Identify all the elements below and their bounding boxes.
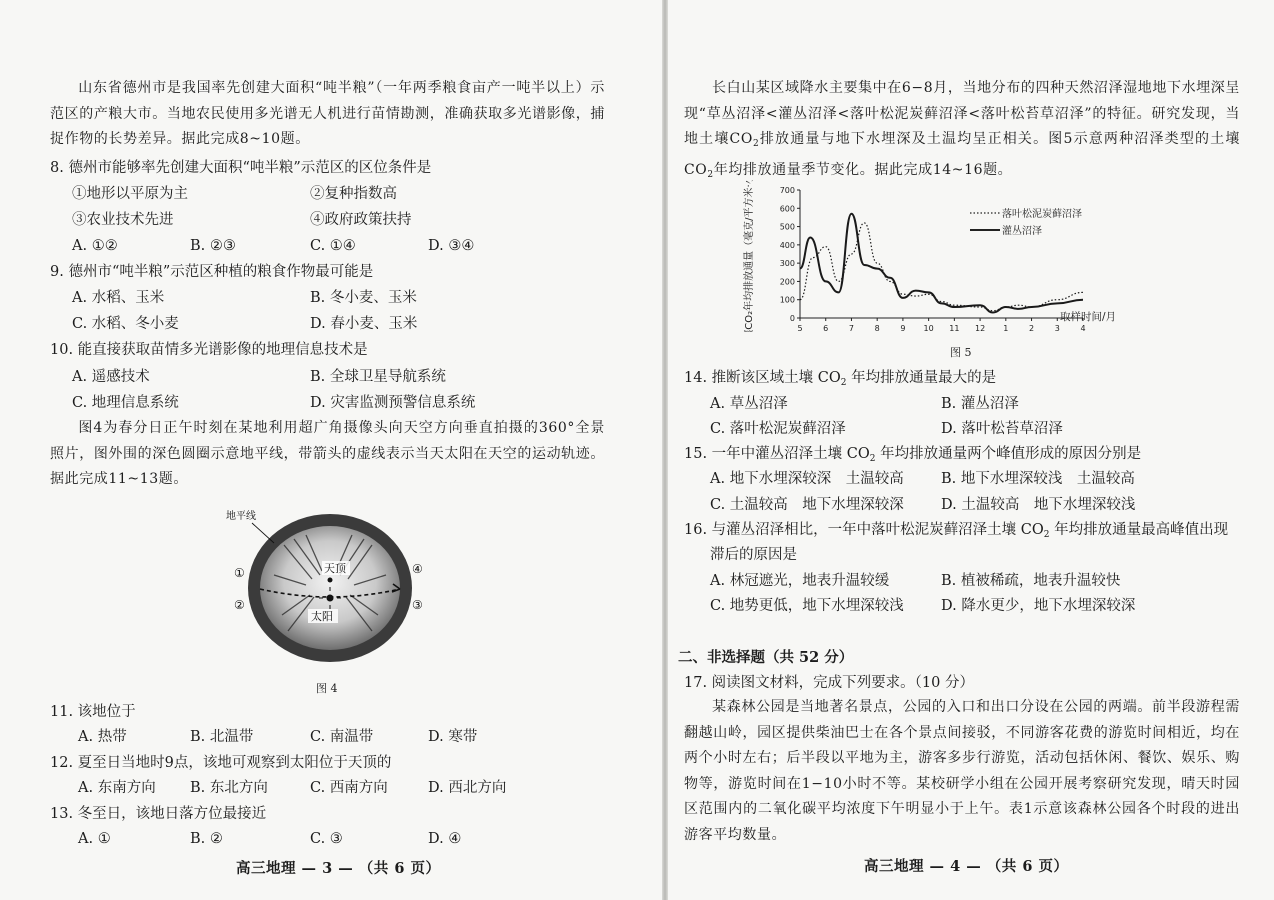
- q11-option-d[interactable]: D. 寒带: [428, 729, 478, 745]
- intro-text: 山东省德州市是我国率先创建大面积“吨半粮”（一年两季粮食亩产一吨半以上）示范区的产粮大市。当地农民使用多光谱无人机进行苗情勘测，准确获取多光谱影像，捕捉作物的长势差异。据此完成8~10题。: [50, 80, 605, 147]
- q8-item-4: ④政府政策扶持: [310, 212, 412, 228]
- question-17: 17. 阅读图文材料，完成下列要求。（10 分）: [684, 675, 974, 691]
- y-tick-label: 300: [779, 259, 795, 269]
- y-axis-label-text: 土壤CO₂年均排放通量（毫克/平方米·小时）: [744, 180, 755, 332]
- question-10: 10. 能直接获取苗情多光谱影像的地理信息技术是: [50, 342, 368, 358]
- q8-option-a[interactable]: A. ①②: [72, 238, 118, 254]
- intro-text-part-2: 排放通量与地下水埋深及土温均呈正相关。图5示意两种沼泽类型的土壤CO: [684, 131, 1240, 178]
- q14-option-c[interactable]: C. 落叶松泥炭藓沼泽: [710, 421, 846, 437]
- intro-questions-14-16: [684, 76, 1240, 188]
- x-axis-label: 取样时间/月: [1060, 311, 1117, 323]
- q15-stem-b: 年均排放通量两个峰值形成的原因分别是: [875, 446, 1142, 462]
- figure-5-svg: [738, 180, 1128, 332]
- q15-option-d[interactable]: D. 土温较高 地下水埋深较浅: [941, 497, 1136, 513]
- y-tick-label: 700: [779, 186, 795, 195]
- y-tick-label: 500: [779, 222, 795, 232]
- q10-option-d[interactable]: D. 灾害监测预警信息系统: [310, 395, 476, 411]
- q17-material-text: 某森林公园是当地著名景点，公园的入口和出口分设在公园的两端。前半段游程需翻越山岭，园区提供柴油巴士在各个景点间接驳，不同游客花费的游览时间相近，均在两个小时左右；后半段以平地为主，游客多步行游览，活动包括休闲、餐饮、娱乐、购物等，游览时间在1−10小时不等。某校研学小组在公园开展考察研究发现，晴天时园区范围内的二氧化碳平均浓度下午明显小于上午。表1示意该森林公园各个时段的进出游客平均数量。: [684, 699, 1240, 843]
- x-tick-label: 3: [1054, 324, 1060, 332]
- q8-option-b[interactable]: B. ②③: [190, 238, 236, 254]
- y-tick-label: 0: [789, 314, 795, 323]
- horizon-label: 地平线: [226, 511, 256, 522]
- subscript-2: 2: [707, 169, 714, 180]
- x-tick-label: 10: [923, 324, 934, 332]
- q14-stem-a: 14. 推断该区域土壤 CO: [684, 370, 841, 386]
- q15-option-c[interactable]: C. 土温较高 地下水埋深较深: [710, 497, 904, 513]
- intro-questions-11-13: [50, 416, 605, 493]
- q12-option-b[interactable]: B. 东北方向: [190, 780, 268, 796]
- q12-option-a[interactable]: A. 东南方向: [78, 780, 156, 796]
- q8-item-2: ②复种指数高: [310, 186, 397, 202]
- q16-option-d[interactable]: D. 降水更少，地下水埋深较深: [941, 598, 1136, 614]
- x-tick-label: 11: [949, 324, 960, 332]
- subscript-2: 2: [840, 378, 847, 388]
- question-11: 11. 该地位于: [50, 704, 136, 720]
- sun-icon: [327, 595, 334, 602]
- q10-option-a[interactable]: A. 遥感技术: [72, 369, 150, 385]
- x-tick-label: 4: [1080, 324, 1086, 332]
- x-tick-label: 8: [874, 324, 880, 332]
- q16-stem-b: 年均排放通量最高峰值出现: [1049, 522, 1229, 538]
- q8-option-d[interactable]: D. ③④: [428, 238, 475, 254]
- section-2-heading: 二、非选择题（共 52 分）: [678, 649, 854, 666]
- figure-5-caption: 图 5: [950, 346, 972, 359]
- intro-text-part-3: 年均排放通量季节变化。据此完成14~16题。: [713, 161, 1013, 178]
- question-13: 13. 冬至日，该地日落方位最接近: [50, 806, 267, 822]
- legend-label-shrub: 灌丛沼泽: [1002, 226, 1042, 237]
- q16-stem-line-2: 滞后的原因是: [710, 547, 797, 563]
- x-tick-label: 9: [900, 324, 906, 332]
- x-tick-label: 1: [1003, 324, 1009, 332]
- q9-option-b[interactable]: B. 冬小麦、玉米: [310, 290, 417, 306]
- q8-item-3: ③农业技术先进: [72, 212, 174, 228]
- y-tick-label: 600: [779, 204, 795, 214]
- q9-option-a[interactable]: A. 水稻、玉米: [72, 290, 165, 306]
- q9-option-d[interactable]: D. 春小麦、玉米: [310, 316, 418, 332]
- subscript-2: 2: [752, 139, 760, 149]
- q8-option-c[interactable]: C. ①④: [310, 238, 356, 254]
- q9-option-c[interactable]: C. 水稻、冬小麦: [72, 316, 179, 332]
- q15-option-a[interactable]: A. 地下水埋深较深 土温较高: [710, 471, 904, 487]
- q15-option-b[interactable]: B. 地下水埋深较浅 土温较高: [941, 471, 1135, 487]
- intro-text: 图4为春分日正午时刻在某地利用超广角摄像头向天空方向垂直拍摄的360°全景照片，图外围的深色圆圈示意地平线，带箭头的虚线表示当天太阳在天空的运动轨迹。据此完成11~13题。: [50, 420, 605, 487]
- zenith-label: 天顶: [324, 562, 346, 575]
- mark-1: ①: [234, 566, 245, 580]
- q15-stem-a: 15. 一年中灌丛沼泽土壤 CO: [684, 446, 870, 462]
- zenith-marker: [328, 578, 333, 583]
- mark-2: ②: [234, 598, 245, 612]
- q17-material: [684, 695, 1240, 848]
- q14-stem-b: 年均排放通量最大的是: [846, 370, 997, 386]
- intro-text-part-1: 长白山某区域降水主要集中在6−8月，当地分布的四种天然沼泽湿地地下水埋深呈现“草丛沼泽<灌丛沼泽<落叶松泥炭藓沼泽<落叶松苔草沼泽”的特征。研究发现，当地土壤CO: [684, 80, 1240, 147]
- q16-option-a[interactable]: A. 林冠遮光，地表升温较缓: [710, 573, 890, 589]
- q13-option-a[interactable]: A. ①: [78, 831, 111, 847]
- q14-option-a[interactable]: A. 草丛沼泽: [710, 396, 788, 412]
- y-tick-label: 200: [779, 277, 795, 287]
- q11-option-b[interactable]: B. 北温带: [190, 729, 254, 745]
- legend-label-larch-moss: 落叶松泥炭藓沼泽: [1002, 209, 1082, 220]
- q11-option-a[interactable]: A. 热带: [78, 729, 127, 745]
- question-14: [684, 366, 996, 395]
- question-8: 8. 德州市能够率先创建大面积“吨半粮”示范区的区位条件是: [50, 160, 432, 176]
- q16-stem-a: 16. 与灌丛沼泽相比，一年中落叶松泥炭藓沼泽土壤 CO: [684, 522, 1044, 538]
- q13-option-c[interactable]: C. ③: [310, 831, 343, 847]
- x-tick-label: 7: [848, 324, 855, 332]
- y-axis-label: [742, 180, 755, 332]
- question-12: 12. 夏至日当地时9点，该地可观察到太阳位于天顶的: [50, 755, 392, 771]
- q13-option-b[interactable]: B. ②: [190, 831, 223, 847]
- figure-4-panorama: [222, 505, 438, 665]
- q14-option-b[interactable]: B. 灌丛沼泽: [941, 396, 1019, 412]
- q16-option-c[interactable]: C. 地势更低，地下水埋深较浅: [710, 598, 904, 614]
- question-9: 9. 德州市“吨半粮”示范区种植的粮食作物最可能是: [50, 264, 374, 280]
- q11-option-c[interactable]: C. 南温带: [310, 729, 374, 745]
- y-tick-label: 100: [779, 295, 795, 305]
- q12-option-c[interactable]: C. 西南方向: [310, 780, 388, 796]
- y-tick-label: 400: [779, 240, 795, 250]
- q10-option-b[interactable]: B. 全球卫星导航系统: [310, 369, 446, 385]
- x-tick-label: 5: [797, 324, 803, 332]
- subscript-2: 2: [869, 454, 876, 464]
- q10-option-c[interactable]: C. 地理信息系统: [72, 395, 179, 411]
- figure-5-chart: [738, 180, 1128, 332]
- q16-option-b[interactable]: B. 植被稀疏，地表升温较快: [941, 573, 1121, 589]
- figure-4-caption: 图 4: [316, 682, 338, 695]
- intro-questions-8-10: [50, 76, 605, 153]
- mark-4: ④: [412, 562, 423, 576]
- q12-option-d[interactable]: D. 西北方向: [428, 780, 507, 796]
- x-tick-label: 2: [1028, 324, 1035, 332]
- subscript-2: 2: [1043, 530, 1050, 540]
- page-4: [668, 0, 1274, 900]
- q13-option-d[interactable]: D. ④: [428, 831, 462, 847]
- mark-3: ③: [412, 598, 423, 612]
- q8-item-1: ①地形以平原为主: [72, 186, 188, 202]
- page-footer: 高三地理 — 4 — （共 6 页）: [864, 858, 1069, 875]
- q14-option-d[interactable]: D. 落叶松苔草沼泽: [941, 421, 1063, 437]
- page-footer: 高三地理 — 3 — （共 6 页）: [236, 860, 441, 877]
- x-tick-label: 12: [974, 324, 986, 332]
- x-tick-label: 6: [823, 324, 829, 332]
- sun-label: 太阳: [311, 610, 333, 623]
